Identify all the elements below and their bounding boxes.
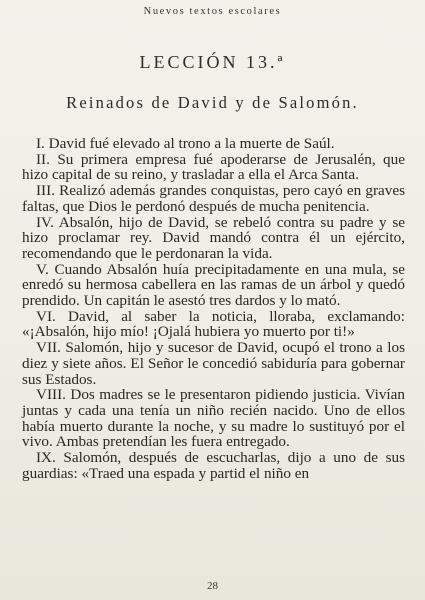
page-number: 28 xyxy=(207,580,218,592)
paragraph-4: IV. Absalón, hijo de David, se rebeló contra su padre y se hizo proclamar rey. David mandó contra él un ejército, recomendando que le perdonaran la vida. xyxy=(22,213,405,262)
lesson-title: LECCIÓN 13.ª xyxy=(139,52,286,72)
lesson-body xyxy=(22,136,405,481)
lesson-subtitle: Reinados de David y de Salomón. xyxy=(66,93,359,112)
paragraph-1: I. David fué elevado al trono a la muerte de Saúl. xyxy=(36,135,335,152)
paragraph-9: IX. Salomón, después de escucharlas, dijo a uno de sus guardias: «Traed una espada y partid el niño en xyxy=(22,449,405,482)
paragraph-8: VIII. Dos madres se le presentaron pidiendo justicia. Vivían juntas y cada una tenía un niño recién nacido. Uno de ellos había muerto durante la noche, y su madre lo sustituyó por el vivo. Ambas pretendían les fuera entregado. xyxy=(22,386,405,451)
paragraph-3: III. Realizó además grandes conquistas, pero cayó en graves faltas, que Dios le perdonó después de mucha penitencia. xyxy=(22,182,405,215)
paragraph-6: VI. David, al saber la noticia, lloraba, exclamando: «¡Absalón, hijo mío! ¡Ojalá hubiera yo muerto por ti!» xyxy=(22,307,405,341)
paragraph-2: II. Su primera empresa fué apoderarse de Jerusalén, que hizo capital de su reino, y trasladar a ella el Arca Santa. xyxy=(22,150,405,184)
running-header: Nuevos textos escolares xyxy=(143,6,282,17)
paragraph-7: VII. Salomón, hijo y sucesor de David, ocupó el trono a los diez y siete años. El Señor le concedió sabiduría para gobernar sus Estados. xyxy=(22,339,405,388)
paragraph-5: V. Cuando Absalón huía precipitadamente en una mula, se enredó su hermosa cabellera en las ramas de un árbol y quedó prendido. Un capitán le asestó tres dardos y lo mató. xyxy=(22,260,405,310)
